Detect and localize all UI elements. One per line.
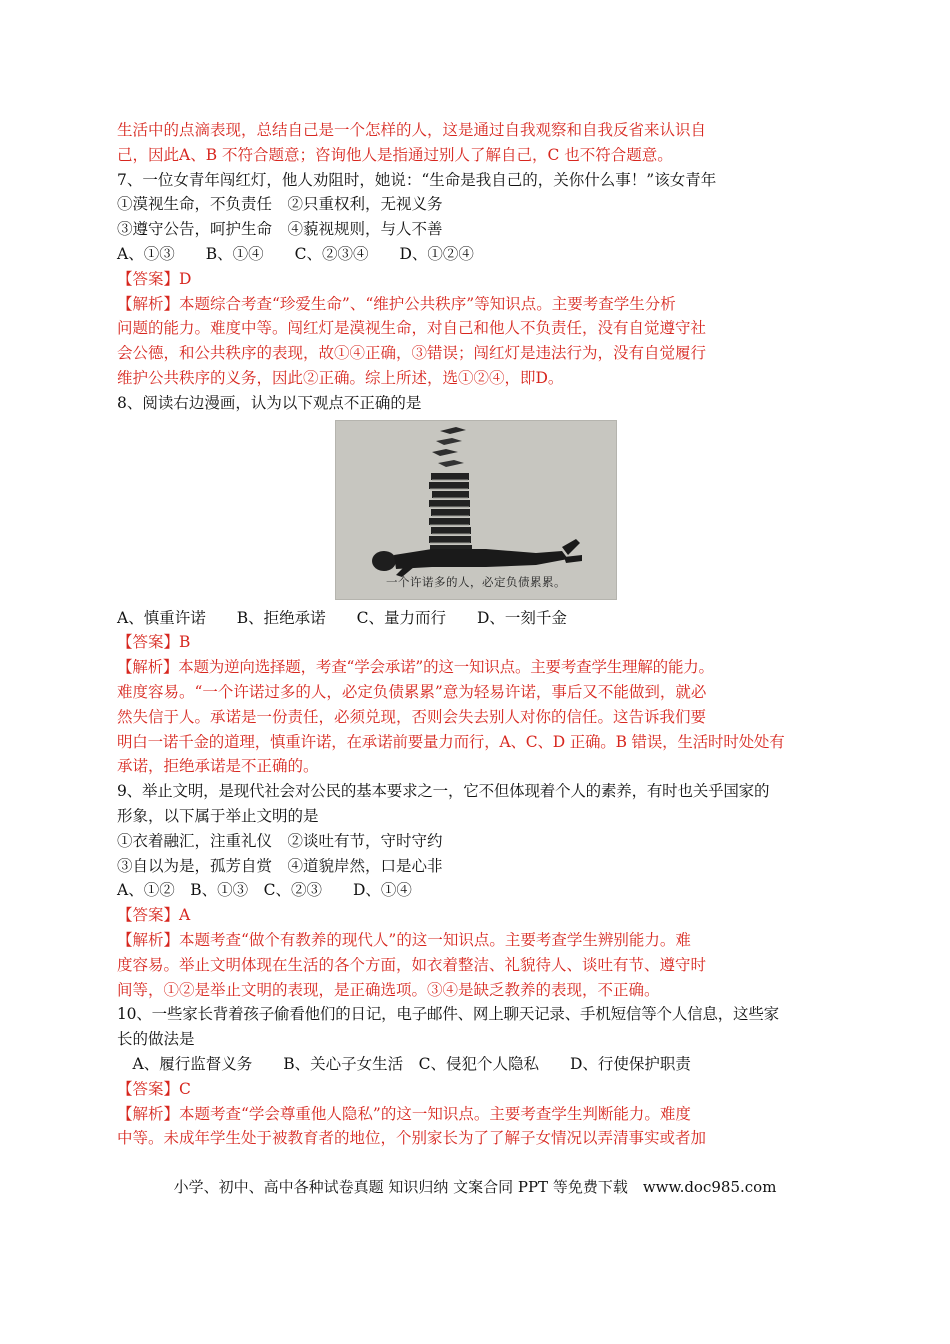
question-7-analysis: 会公德，和公共秩序的表现，故①④正确，③错误；闯红灯是违法行为，没有自觉履行 [117,344,707,363]
question-8-answer: 【答案】B [117,633,191,652]
question-7-analysis: 【解析】本题综合考查“珍爱生命”、“维护公共秩序”等知识点。主要考查学生分析 [117,294,676,313]
question-8-analysis: 然失信于人。承诺是一份责任，必须兑现，否则会失去别人对你的信任。这告诉我们要 [117,707,707,726]
question-8-choices: A、慎重许诺 B、拒绝承诺 C、量力而行 D、一刻千金 [117,608,567,627]
question-7-options-2: ③遵守公告，呵护生命 ④藐视规则，与人不善 [117,220,443,239]
question-9-answer: 【答案】A [117,906,191,925]
question-10-analysis: 【解析】本题考查“学会尊重他人隐私”的这一知识点。主要考查学生判断能力。难度 [117,1104,691,1123]
question-10-stem: 长的做法是 [117,1030,195,1049]
page-footer: 小学、初中、高中各种试卷真题 知识归纳 文案合同 PPT 等免费下载 www.doc985.com [173,1178,777,1196]
question-8-stem: 8、阅读右边漫画，认为以下观点不正确的是 [117,393,422,412]
question-9-analysis: 间等，①②是举止文明的表现，是正确选项。③④是缺乏教养的表现，不正确。 [117,980,660,999]
question-8-analysis: 承诺，拒绝承诺是不正确的。 [117,757,319,776]
question-9-stem: 9、举止文明，是现代社会对公民的基本要求之一，它不但体现着个人的素养，有时也关乎国家的 [117,782,770,801]
question-7-options-1: ①漠视生命，不负责任 ②只重权利，无视义务 [117,195,443,214]
question-10-answer: 【答案】C [117,1079,191,1098]
question-7-stem: 7、一位女青年闯红灯，他人劝阻时，她说：“生命是我自己的，关你什么事！”该女青年 [117,170,717,189]
comic-caption: 一个许诺多的人，必定负债累累。 [386,574,566,589]
comic-block [117,416,852,606]
question-10-analysis: 中等。未成年学生处于被教育者的地位，个别家长为了了解子女情况以弄清事实或者加 [117,1129,707,1148]
question-7-analysis: 问题的能力。难度中等。闯红灯是漠视生命，对自己和他人不负责任，没有自觉遵守社 [117,319,707,338]
question-9-choices: A、①② B、①③ C、②③ D、①④ [117,881,412,900]
question-7-analysis: 维护公共秩序的义务，因此②正确。综上所述，选①②④，即D。 [117,368,564,387]
question-8-analysis: 【解析】本题为逆向选择题，考查“学会承诺”的这一知识点。主要考查学生理解的能力。 [117,658,714,677]
question-9-options-2: ③自以为是，孤芳自赏 ④道貌岸然，口是心非 [117,856,443,875]
question-7-answer: 【答案】D [117,269,192,288]
question-7-choices: A、①③ B、①④ C、②③④ D、①②④ [117,244,474,263]
question-9-analysis: 度容易。举止文明体现在生活的各个方面，如衣着整洁、礼貌待人、谈吐有节、遵守时 [117,955,707,974]
comic-image [335,420,617,600]
question-10-choices: A、履行监督义务 B、关心子女生活 C、侵犯个人隐私 D、行使保护职责 [117,1054,691,1073]
question-9-stem: 形象，以下属于举止文明的是 [117,806,319,825]
question-8-analysis: 难度容易。“一个许诺过多的人，必定负债累累”意为轻易许诺，事后又不能做到，就必 [117,682,707,701]
analysis-line: 己，因此A、B 不符合题意；咨询他人是指通过别人了解自己，C 也不符合题意。 [117,145,673,164]
question-9-options-1: ①衣着融汇，注重礼仪 ②谈吐有节，守时守约 [117,831,443,850]
question-9-analysis: 【解析】本题考查“做个有教养的现代人”的这一知识点。主要考查学生辨别能力。难 [117,930,691,949]
analysis-line: 生活中的点滴表现，总结自己是一个怎样的人，这是通过自我观察和自我反省来认识自 [117,121,707,139]
question-8-analysis: 明白一诺千金的道理，慎重许诺，在承诺前要量力而行，A、C、D 正确。B 错误，生活时时处处有 [117,732,785,751]
question-10-stem: 10、一些家长背着孩子偷看他们的日记，电子邮件、网上聊天记录、手机短信等个人信息，这些家 [117,1005,779,1024]
document-body [117,118,852,1151]
